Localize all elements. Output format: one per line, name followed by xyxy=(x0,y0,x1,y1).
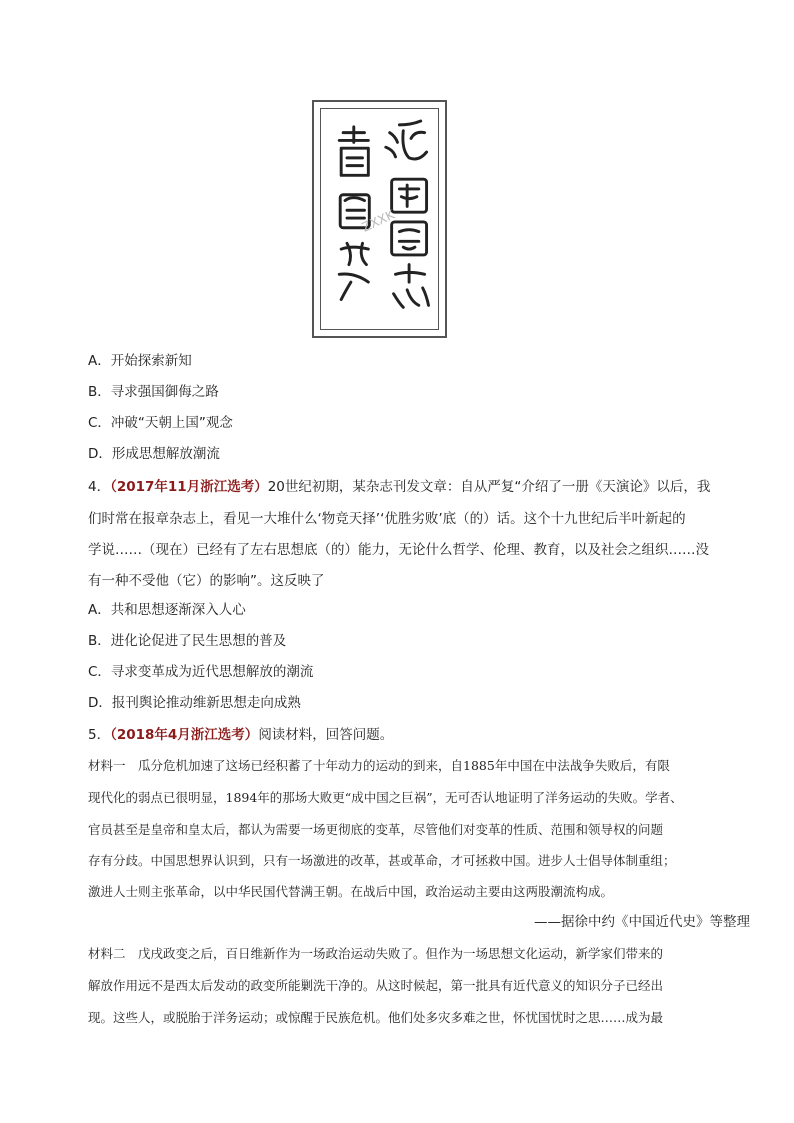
q4-number: 4． xyxy=(88,479,111,495)
material2-line: 解放作用远不是西太后发动的政变所能剿洗干净的。从这时候起，第一批具有近代意义的知识分子已经出 xyxy=(88,978,664,993)
seal-calligraphy xyxy=(314,102,445,336)
q4-stem-line-1 xyxy=(88,478,710,496)
q3-option-b: B．寻求强国御侮之路 xyxy=(88,384,219,400)
material1-line: 材料一 瓜分危机加速了这场已经积蓄了十年动力的运动的到来，自1885年中国在中法战争失败后，有限 xyxy=(88,758,670,773)
q4-option-b: B．进化论促进了民生思想的普及 xyxy=(88,633,287,649)
q4-option-a: A．共和思想逐渐深入人心 xyxy=(88,602,246,618)
seal-figure xyxy=(312,100,447,338)
q4-stem-line-2: 们时常在报章杂志上，看见一大堆什么‘物竞天择’‘优胜劣败’底（的）话。这个十九世纪后半叶新起的 xyxy=(88,511,686,527)
material1-source: ——据徐中约《中国近代史》等整理 xyxy=(534,914,750,930)
watermark-text: ZXXK xyxy=(359,206,397,235)
q4-stem-text: 20世纪初期，某杂志刊发文章：自从严复“介绍了一册《天演论》以后，我 xyxy=(267,479,711,495)
q4-source: （2017年11月浙江选考） xyxy=(110,479,268,495)
q4-stem-line-4: 有一种不受他（它）的影响”。这反映了 xyxy=(88,573,325,589)
material2-line: 材料二 戊戌政变之后，百日维新作为一场政治运动失败了。但作为一场思想文化运动，新学家们带来的 xyxy=(88,946,664,961)
material1-line: 激进人士则主张革命，以中华民国代替满王朝。在战后中国，政治运动主要由这两股潮流构成。 xyxy=(88,884,614,899)
q5-number: 5． xyxy=(88,727,111,743)
q5-source: （2018年4月浙江选考） xyxy=(110,727,259,743)
q3-option-a: A．开始探索新知 xyxy=(88,353,192,369)
q5-stem xyxy=(88,726,393,744)
q3-option-d: D．形成思想解放潮流 xyxy=(88,446,220,462)
material2-line: 现。这些人，或脱胎于洋务运动；或惊醒于民族危机。他们处多灾多难之世，怀忧国忧时之思……成为最 xyxy=(88,1010,664,1025)
material1-line: 现代化的弱点已很明显，1894年的那场大败更“成中国之巨祸”，无可否认地证明了洋务运动的失败。学者、 xyxy=(88,790,683,805)
q3-option-c: C．冲破“天朝上国”观念 xyxy=(88,415,233,431)
material1-line: 官员甚至是皇帝和皇太后，都认为需要一场更彻底的变革，尽管他们对变革的性质、范围和领导权的问题 xyxy=(88,822,664,837)
q4-option-c: C．寻求变革成为近代思想解放的潮流 xyxy=(88,664,314,680)
q5-stem-text: 阅读材料，回答问题。 xyxy=(258,727,394,743)
material1-line: 存有分歧。中国思想界认识到，只有一场激进的改革，甚或革命，才可拯救中国。进步人士倡导体制重组； xyxy=(88,853,676,868)
q4-option-d: D．报刊舆论推动维新思想走向成熟 xyxy=(88,695,301,711)
q4-stem-line-3: 学说……（现在）已经有了左右思想底（的）能力，无论什么哲学、伦理、教育，以及社会之组织……没 xyxy=(88,542,709,558)
